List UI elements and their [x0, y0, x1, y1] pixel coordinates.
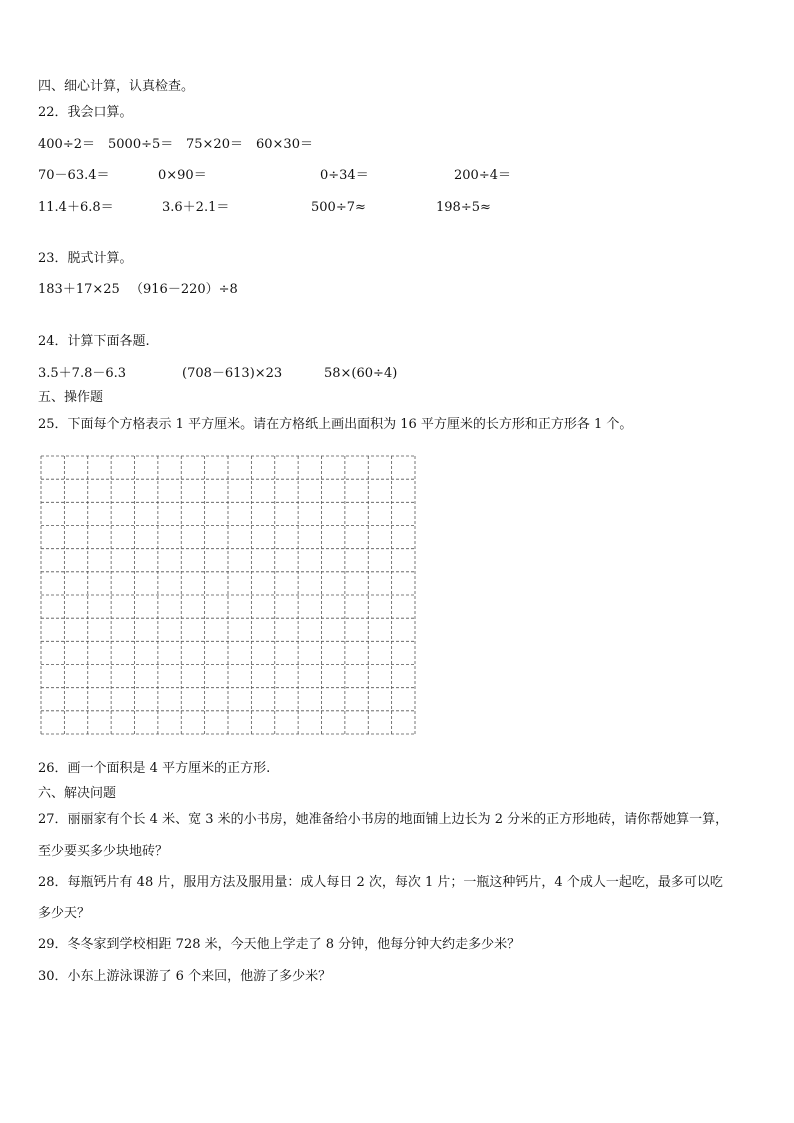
- calc-item-1: 3.5＋7.8－6.3: [38, 366, 127, 381]
- question-25: 25．下面每个方格表示 1 平方厘米。请在方格纸上画出面积为 16 平方厘米的长方形和正方形各 1 个。: [38, 417, 633, 432]
- oral-calc-12: 198÷5≈: [436, 200, 491, 215]
- oral-calc-3: 75×20＝: [186, 137, 243, 152]
- question-30: 30．小东上游泳课游了 6 个来回，他游了多少米？: [38, 969, 332, 984]
- section-5-heading: 五、操作题: [38, 390, 104, 405]
- section-4-heading: 四、细心计算，认真检查。: [38, 79, 195, 94]
- question-22-title: 22．我会口算。: [38, 105, 133, 120]
- oral-calc-5: 70－63.4＝: [38, 168, 110, 183]
- oral-calc-1: 400÷2＝: [38, 137, 95, 152]
- oral-calc-6: 0×90＝: [158, 168, 207, 183]
- oral-calc-4: 60×30＝: [256, 137, 313, 152]
- stepwise-calc-1: 183＋17×25: [38, 282, 120, 297]
- oral-calc-10: 3.6＋2.1＝: [162, 200, 230, 215]
- calc-item-3: 58×(60÷4): [324, 366, 398, 381]
- oral-calc-11: 500÷7≈: [311, 200, 366, 215]
- oral-calc-7: 0÷34＝: [320, 168, 369, 183]
- question-28-line-2: 多少天？: [38, 906, 91, 921]
- question-28-line-1: 28．每瓶钙片有 48 片，服用方法及服用量：成人每日 2 次，每次 1 片；一瓶这种钙片，4 个成人一起吃，最多可以吃: [38, 875, 723, 890]
- question-29: 29．冬冬家到学校相距 728 米，今天他上学走了 8 分钟，他每分钟大约走多少米？: [38, 937, 521, 952]
- square-grid-paper[interactable]: [40, 455, 416, 735]
- grid-lines: [40, 455, 416, 735]
- stepwise-calc-2: （916－220）÷8: [130, 282, 238, 297]
- oral-calc-8: 200÷4＝: [454, 168, 511, 183]
- question-26: 26．画一个面积是 4 平方厘米的正方形.: [38, 761, 271, 776]
- question-27-line-1: 27．丽丽家有个长 4 米、宽 3 米的小书房，她准备给小书房的地面铺上边长为 2 分米的正方形地砖，请你帮她算一算，: [38, 812, 729, 827]
- oral-calc-2: 5000÷5＝: [108, 137, 174, 152]
- question-24-title: 24．计算下面各题.: [38, 334, 150, 349]
- question-23-title: 23．脱式计算。: [38, 251, 133, 266]
- oral-calc-9: 11.4＋6.8＝: [38, 200, 114, 215]
- calc-item-2: (708－613)×23: [182, 366, 283, 381]
- section-6-heading: 六、解决问题: [38, 786, 117, 801]
- question-27-line-2: 至少要买多少块地砖？: [38, 844, 169, 859]
